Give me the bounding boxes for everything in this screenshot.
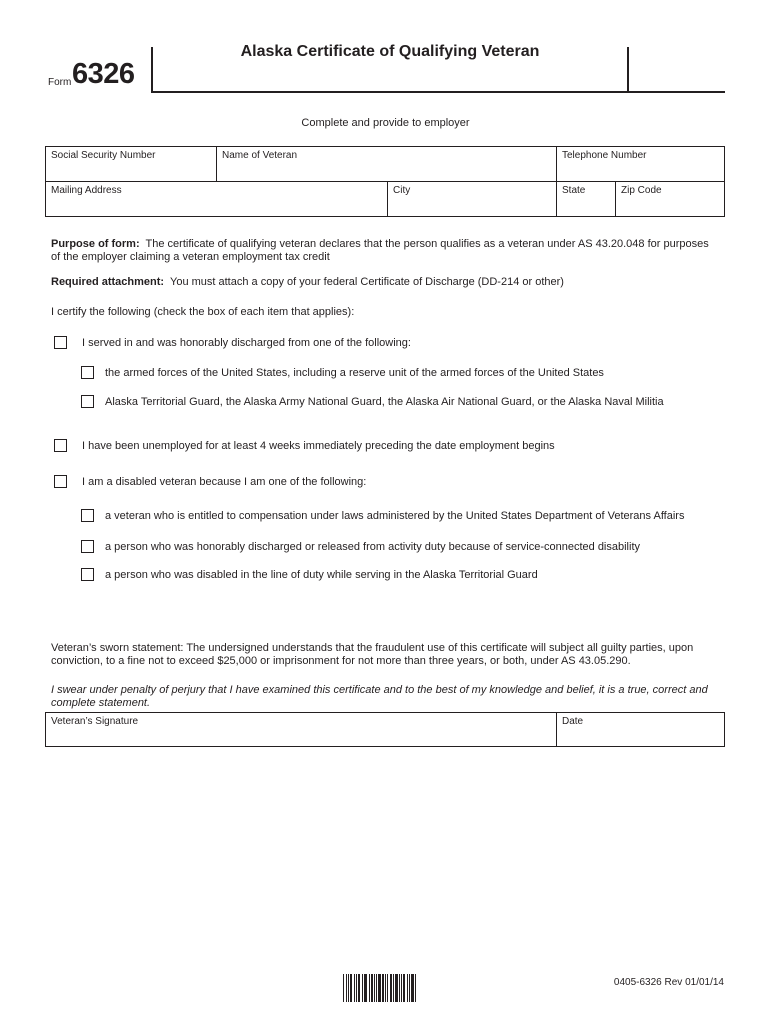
served-checkbox[interactable]: [54, 336, 67, 349]
perjury-line2: complete statement.: [51, 697, 151, 709]
attachment-label: Required attachment:: [51, 276, 165, 288]
armed-forces-checkbox[interactable]: [81, 366, 94, 379]
attachment-text: You must attach a copy of your federal Certificate of Discharge (DD-214 or other): [170, 276, 564, 288]
disabled-label: I am a disabled veteran because I am one of the following:: [82, 476, 367, 488]
date-field[interactable]: [556, 713, 724, 746]
signature-table: [45, 712, 725, 747]
purpose-text-line1: The certificate of qualifying veteran declares that the person qualifies as a veteran under AS 43.20.048 for purposes: [145, 238, 709, 250]
state-label: State: [562, 185, 586, 196]
header-underline: [151, 91, 725, 93]
attachment-paragraph: [51, 276, 731, 289]
signature-field[interactable]: [46, 713, 556, 746]
unemployed-checkbox[interactable]: [54, 439, 67, 452]
form-number: 6326: [72, 58, 135, 90]
page-subtitle: Complete and provide to employer: [301, 117, 470, 129]
service-connected-label: a person who was honorably discharged or released from activity duty because of service-connected disability: [105, 541, 641, 553]
served-label: I served in and was honorably discharged from one of the following:: [82, 337, 411, 349]
va-comp-checkbox[interactable]: [81, 509, 94, 522]
ssn-field[interactable]: [46, 147, 216, 181]
barcode-icon: [343, 974, 416, 1002]
ak-guard-label: Alaska Territorial Guard, the Alaska Army National Guard, the Alaska Air National Guard, or the Alaska Naval Militia: [105, 396, 664, 408]
veteran-name-label: Name of Veteran: [222, 150, 298, 161]
sworn-statement: [51, 642, 741, 668]
page-title: Alaska Certificate of Qualifying Veteran: [240, 43, 540, 60]
purpose-label: Purpose of form:: [51, 238, 140, 250]
telephone-field[interactable]: [556, 147, 724, 181]
perjury-line1: I swear under penalty of perjury that I have examined this certificate and to the best of my knowledge and belief, it is a true, correct and: [51, 684, 708, 696]
identity-fields-table: [45, 146, 725, 217]
state-field[interactable]: [556, 182, 615, 216]
zip-label: Zip Code: [621, 185, 662, 196]
date-label: Date: [562, 716, 584, 727]
revision-code: 0405-6326 Rev 01/01/14: [613, 977, 724, 988]
ak-guard-checkbox[interactable]: [81, 395, 94, 408]
disabled-checkbox[interactable]: [54, 475, 67, 488]
ssn-label: Social Security Number: [51, 150, 156, 161]
city-label: City: [393, 185, 411, 196]
purpose-text-line2: of the employer claiming a veteran employment tax credit: [51, 251, 330, 263]
veteran-name-field[interactable]: [216, 147, 556, 181]
city-field[interactable]: [387, 182, 556, 216]
certify-intro: I certify the following (check the box of each item that applies):: [51, 306, 355, 318]
purpose-paragraph: [51, 238, 731, 264]
sworn-line2: conviction, to a fine not to exceed $25,000 or imprisonment for not more than three years, or both, under AS 43.05.290.: [51, 655, 631, 667]
territorial-guard-checkbox[interactable]: [81, 568, 94, 581]
service-connected-checkbox[interactable]: [81, 540, 94, 553]
signature-label: Veteran’s Signature: [51, 716, 139, 727]
armed-forces-label: the armed forces of the United States, including a reserve unit of the armed forces of the United States: [105, 367, 604, 379]
zip-field[interactable]: [615, 182, 724, 216]
telephone-label: Telephone Number: [562, 150, 647, 161]
territorial-guard-label: a person who was disabled in the line of duty while serving in the Alaska Territorial Guard: [105, 569, 538, 581]
form-label: Form: [48, 77, 72, 88]
perjury-statement: [51, 684, 741, 710]
mailing-address-label: Mailing Address: [51, 185, 122, 196]
va-comp-label: a veteran who is entitled to compensation under laws administered by the United States Department of Veterans Affairs: [105, 510, 685, 522]
sworn-line1: Veteran’s sworn statement: The undersigned understands that the fraudulent use of this certificate will subject all guilty parties, upon: [51, 642, 694, 654]
unemployed-label: I have been unemployed for at least 4 weeks immediately preceding the date employment begins: [82, 440, 555, 452]
mailing-address-field[interactable]: [46, 182, 387, 216]
